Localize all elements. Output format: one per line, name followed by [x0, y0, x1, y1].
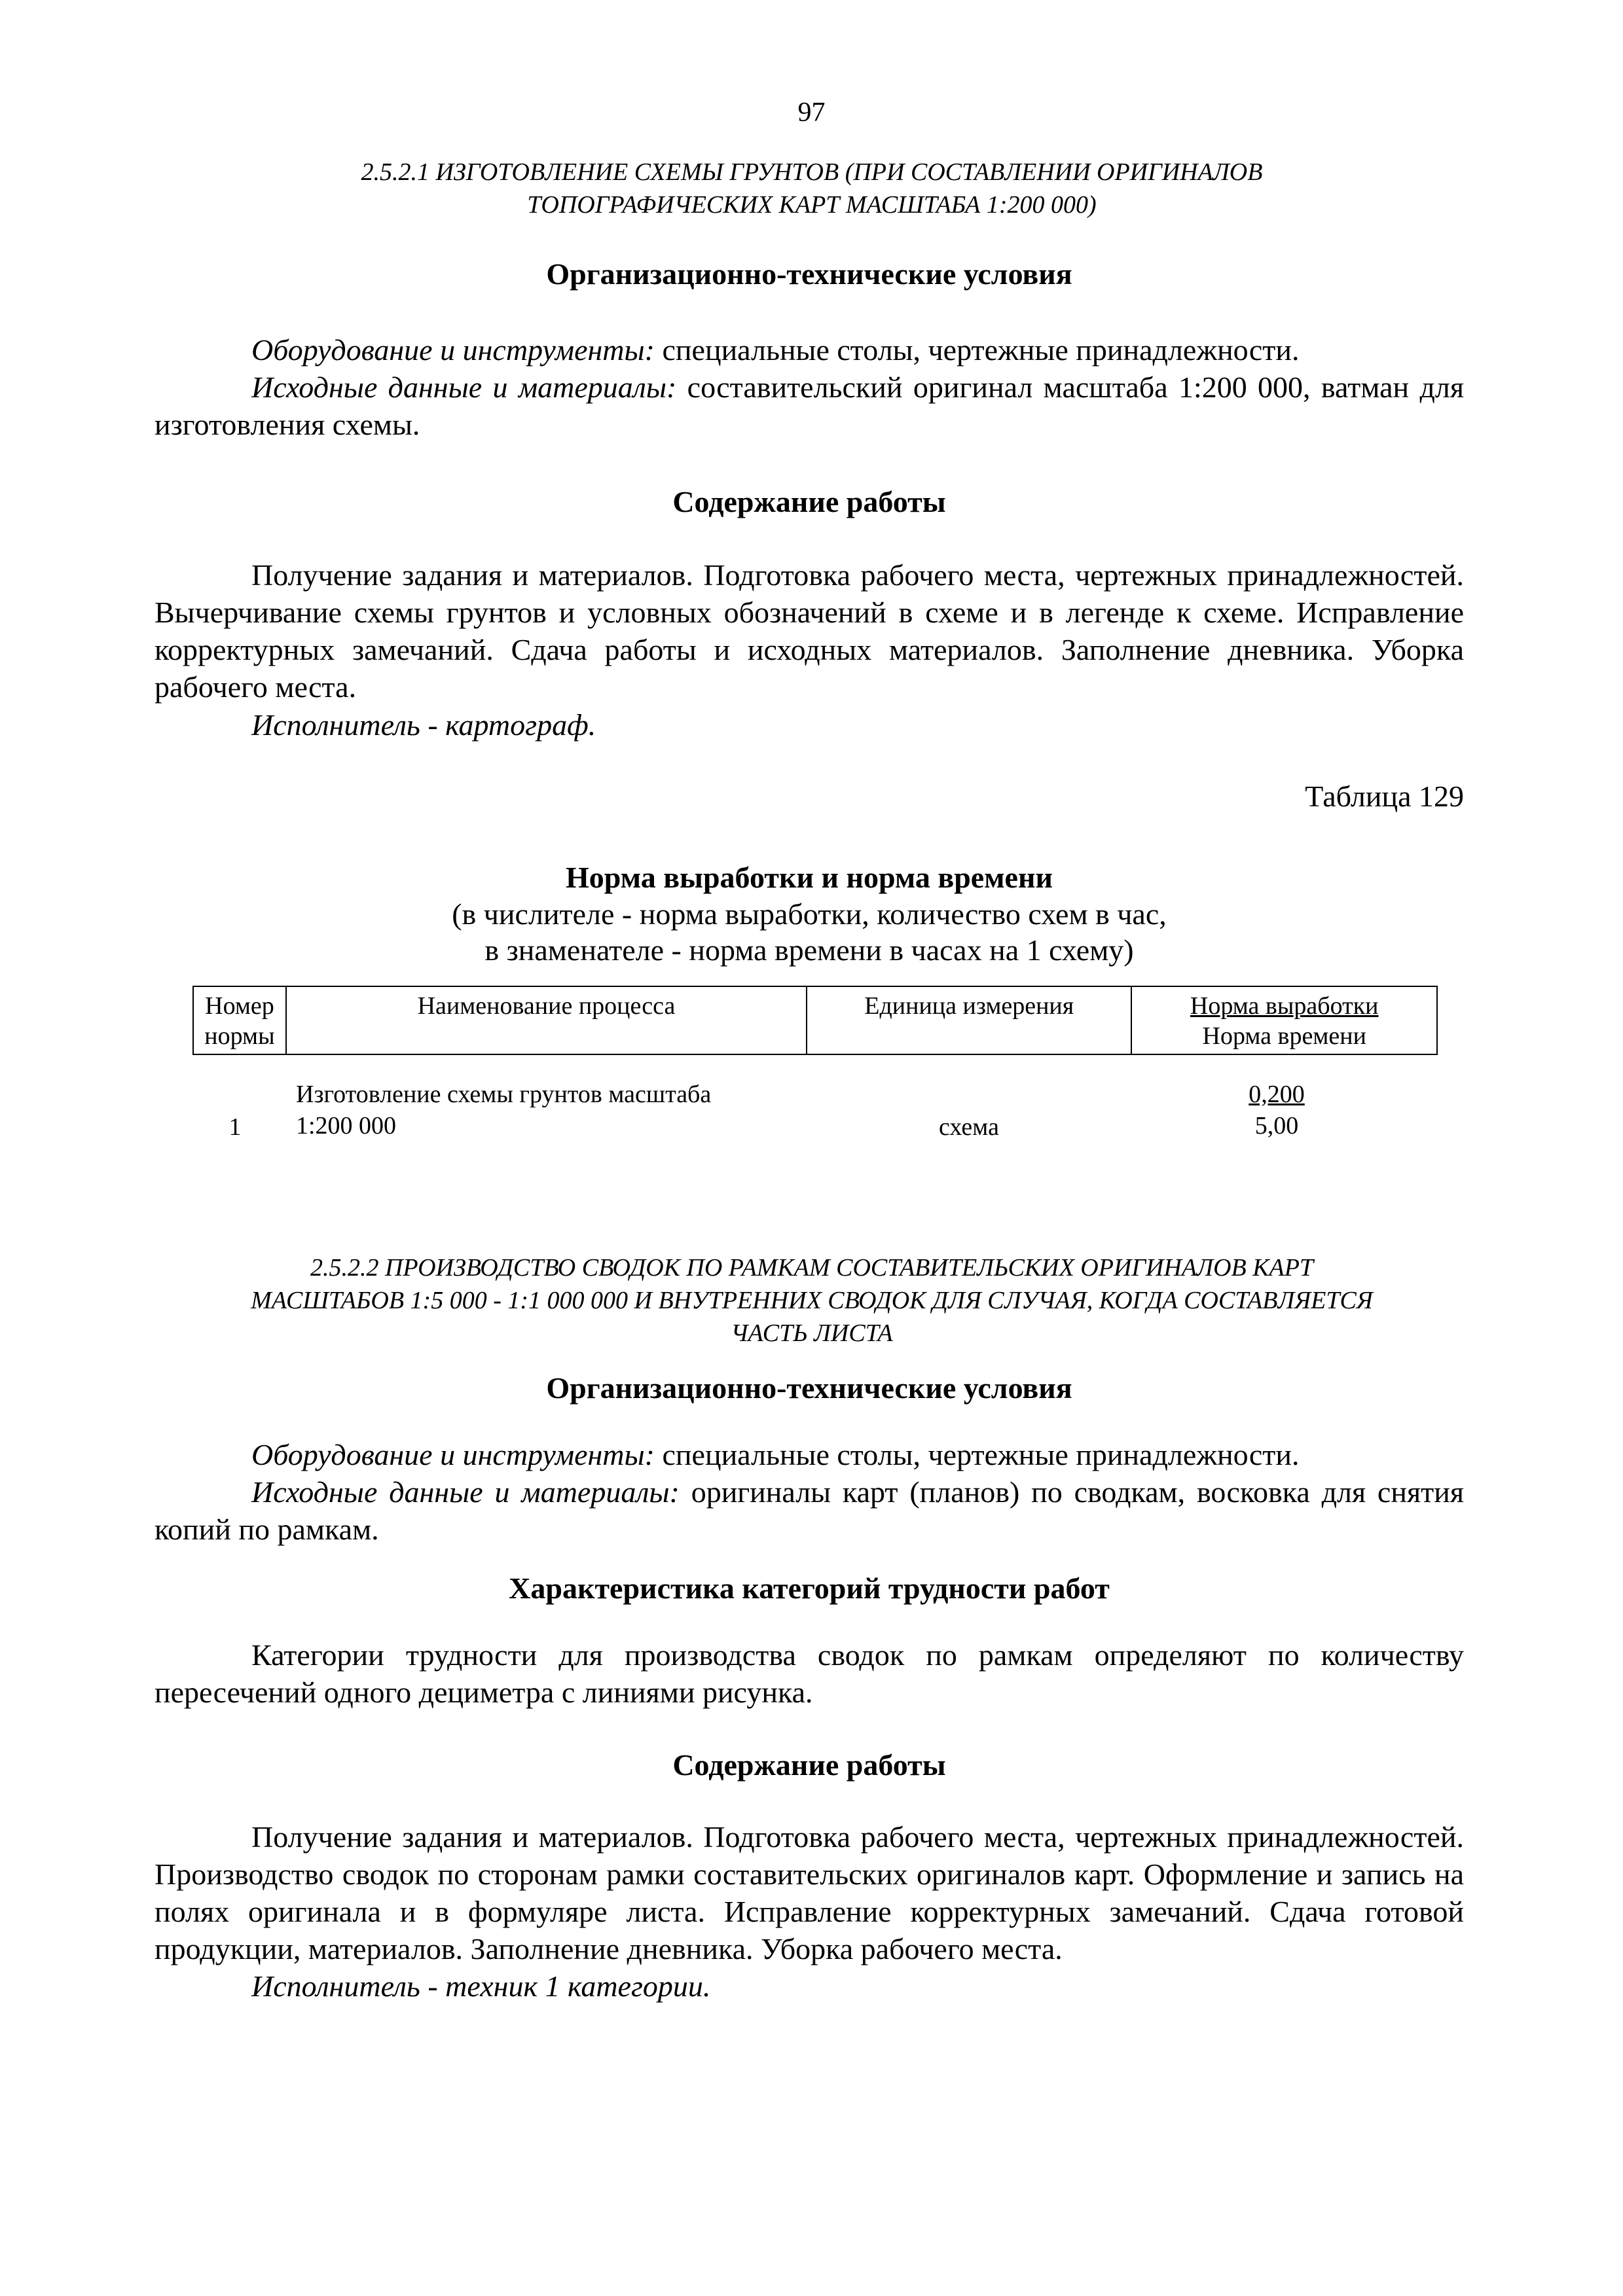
- section-title-1: [164, 156, 1460, 221]
- row-norm: [1126, 1079, 1427, 1141]
- header-norm-output: Норма выработки: [1190, 992, 1379, 1020]
- work-paragraph-2: [155, 1818, 1464, 1967]
- work-text-2: Получение задания и материалов. Подготовка рабочего места, чертежных принадлежностей. Производство сводок по сторонам рамки составительских оригиналов карт. Оформление и запись на полях оригинала и в формуляре листа. Исправление корректурных замечаний. Сдача готовой продукции, материалов. Заполнение дневника. Уборка рабочего места.: [155, 1820, 1464, 1965]
- row-process-line-2: 1:200 000: [296, 1112, 397, 1139]
- table-subtitle-line-1: (в числителе - норма выработки, количество схем в час,: [452, 897, 1167, 931]
- difficulty-paragraph: [155, 1636, 1464, 1711]
- header-process: Наименование процесса: [286, 986, 807, 1054]
- equipment-label-1: Оборудование и инструменты:: [251, 333, 655, 367]
- header-number-line-1: Номер: [205, 992, 274, 1020]
- work-paragraph-1: [155, 556, 1464, 706]
- equipment-paragraph-2: [155, 1436, 1464, 1473]
- work-text-1: Получение задания и материалов. Подготовка рабочего места, чертежных принадлежностей. Вычерчивание схемы грунтов и условных обозначений в схеме и в легенде к схеме. Исправление корректурных замечаний. Сдача работы и исходных материалов. Заполнение дневника. Уборка рабочего места.: [155, 558, 1464, 704]
- section-title-2-line-3: ЧАСТЬ ЛИСТА: [731, 1319, 893, 1347]
- header-norm: [1131, 986, 1437, 1054]
- difficulty-heading: Характеристика категорий трудности работ: [509, 1571, 1110, 1605]
- work-heading-1: Содержание работы: [672, 485, 946, 518]
- executor-2: Исполнитель - техник 1 категории.: [251, 1969, 711, 2003]
- header-number: [193, 986, 286, 1054]
- table-caption: Таблица 129: [1305, 780, 1464, 813]
- materials-text-2: оригиналы карт (планов) по сводкам, восковка для снятия копий по рамкам.: [155, 1475, 1465, 1546]
- section-title-2: [164, 1251, 1460, 1350]
- difficulty-text: Категории трудности для производства сводок по рамкам определяют по количеству пересечений одного дециметра с линиями рисунка.: [155, 1638, 1464, 1709]
- materials-text-1: составительский оригинал масштаба 1:200 000, ватман для изготовления схемы.: [155, 370, 1464, 441]
- materials-label-1: Исходные данные и материалы:: [251, 370, 677, 404]
- materials-paragraph-2: [155, 1473, 1464, 1548]
- materials-paragraph-1: [155, 368, 1464, 443]
- equipment-text-2: специальные столы, чертежные принадлежности.: [655, 1438, 1300, 1471]
- table-header-row: [193, 986, 1437, 1054]
- section-title-2-line-1: 2.5.2.2 ПРОИЗВОДСТВО СВОДОК ПО РАМКАМ СОСТАВИТЕЛЬСКИХ ОРИГИНАЛОВ КАРТ: [310, 1254, 1314, 1282]
- row-number: 1: [228, 1113, 242, 1141]
- header-unit: Единица измерения: [807, 986, 1131, 1054]
- page-number: 97: [797, 98, 826, 128]
- row-process: [296, 1079, 711, 1141]
- work-heading-2: Содержание работы: [672, 1748, 946, 1782]
- equipment-text-1: специальные столы, чертежные принадлежности.: [655, 333, 1300, 367]
- table-title: Норма выработки и норма времени: [566, 861, 1053, 894]
- section-title-1-line-2: ТОПОГРАФИЧЕСКИХ КАРТ МАСШТАБА 1:200 000): [527, 191, 1097, 219]
- executor-1: Исполнитель - картограф.: [251, 708, 596, 742]
- conditions-heading-2: Организационно-технические условия: [546, 1371, 1072, 1405]
- equipment-paragraph-1: [155, 331, 1464, 368]
- norm-table: [192, 986, 1438, 1055]
- header-norm-time: Норма времени: [1202, 1022, 1366, 1050]
- row-norm-output: 0,200: [1249, 1081, 1305, 1108]
- conditions-heading-1: Организационно-технические условия: [546, 257, 1072, 291]
- row-norm-time: 5,00: [1254, 1112, 1299, 1139]
- table-subtitle-line-2: в знаменателе - норма времени в часах на 1 схему): [484, 933, 1134, 967]
- section-title-2-line-2: МАСШТАБОВ 1:5 000 - 1:1 000 000 И ВНУТРЕННИХ СВОДОК ДЛЯ СЛУЧАЯ, КОГДА СОСТАВЛЯЕТСЯ: [251, 1287, 1373, 1314]
- row-process-line-1: Изготовление схемы грунтов масштаба: [296, 1081, 712, 1108]
- header-number-line-2: нормы: [204, 1022, 275, 1050]
- row-unit: схема: [939, 1113, 999, 1141]
- materials-label-2: Исходные данные и материалы:: [251, 1475, 680, 1509]
- equipment-label-2: Оборудование и инструменты:: [251, 1438, 655, 1471]
- section-title-1-line-1: 2.5.2.1 ИЗГОТОВЛЕНИЕ СХЕМЫ ГРУНТОВ (ПРИ СОСТАВЛЕНИИ ОРИГИНАЛОВ: [361, 158, 1263, 186]
